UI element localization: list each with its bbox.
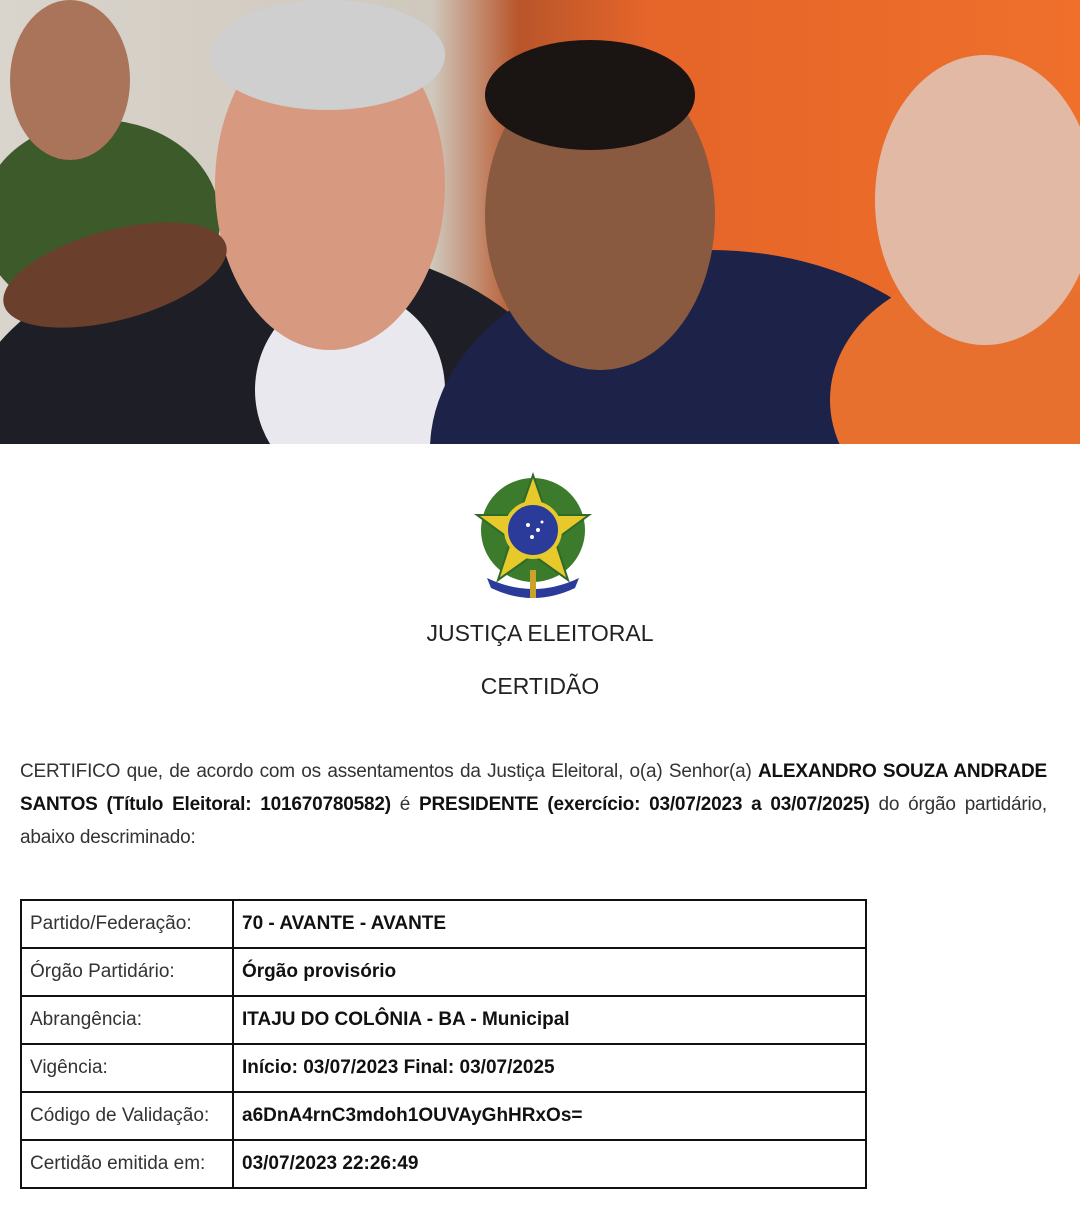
row-label: Partido/Federação: xyxy=(21,900,233,948)
row-value: Início: 03/07/2023 Final: 03/07/2025 xyxy=(233,1044,866,1092)
document-title: CERTIDÃO xyxy=(480,673,600,699)
row-label: Certidão emitida em: xyxy=(21,1140,233,1188)
table-row xyxy=(21,1140,866,1188)
row-value: ITAJU DO COLÔNIA - BA - Municipal xyxy=(233,996,866,1044)
row-label: Órgão Partidário: xyxy=(21,948,233,996)
certificate-statement xyxy=(20,755,1047,854)
statement-text: CERTIFICO que, de acordo com os assentamentos da Justiça Eleitoral, o(a) Senhor(a) xyxy=(20,761,758,782)
dark-hair xyxy=(485,40,695,150)
table-row xyxy=(21,948,866,996)
statement-text: do órgão partidário, abaixo descriminado: xyxy=(20,794,1047,848)
row-label: Vigência: xyxy=(21,1044,233,1092)
table-row xyxy=(21,1092,866,1140)
table-row xyxy=(21,1044,866,1092)
brazil-coat-of-arms-icon xyxy=(472,470,594,600)
row-value: a6DnA4rnC3mdoh1OUVAyGhHRxOs= xyxy=(233,1092,866,1140)
role: PRESIDENTE (exercício: 03/07/2023 a 03/07/2025) xyxy=(419,794,870,815)
table-row xyxy=(21,900,866,948)
statement-text: é xyxy=(390,794,420,815)
photo-group-of-men xyxy=(0,0,1080,444)
row-value: 70 - AVANTE - AVANTE xyxy=(233,900,866,948)
gray-hair xyxy=(210,0,445,110)
row-label: Abrangência: xyxy=(21,996,233,1044)
row-value: Órgão provisório xyxy=(233,948,866,996)
party-details-table xyxy=(20,899,867,1189)
face-right xyxy=(875,55,1080,345)
organization-title: JUSTIÇA ELEITORAL xyxy=(426,620,654,646)
table-row xyxy=(21,996,866,1044)
person-name: ALEXANDRO SOUZA ANDRADE SANTOS (Título Eleitoral: 101670780582) xyxy=(20,761,1048,815)
row-label: Código de Validação: xyxy=(21,1092,233,1140)
row-value: 03/07/2023 22:26:49 xyxy=(233,1140,866,1188)
face-left xyxy=(10,0,130,160)
